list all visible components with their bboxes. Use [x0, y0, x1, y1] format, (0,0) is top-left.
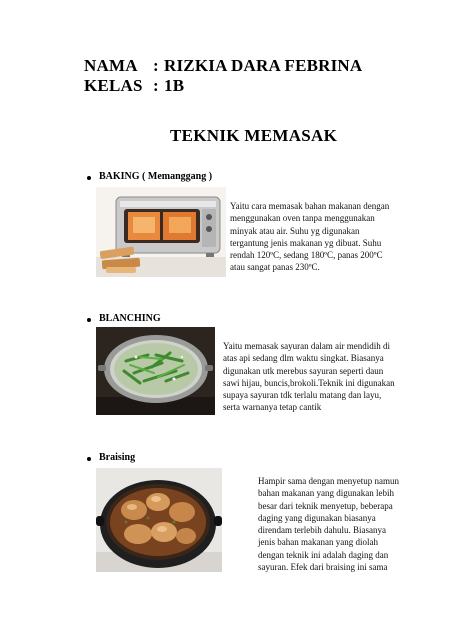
section-label-blanching: BLANCHING [99, 313, 161, 324]
text-line: jenis bahan makanan yang diolah [258, 537, 378, 548]
text-line: supaya sayuran tdk terlalu matang dan layu, [223, 390, 382, 401]
text-line: tergantung jenis makanan yg dibuat. Suhu [230, 237, 382, 248]
text-line: digunakan utk merebus sayuran seperti daun [223, 365, 384, 376]
paragraph-blanching [223, 340, 438, 414]
paragraph-braising [258, 475, 438, 573]
text-line: menggunakan oven tanpa menggunakan [230, 213, 375, 224]
nama-label: NAMA [84, 56, 138, 75]
text-line: direndam terlebih dahulu. Biasanya [258, 525, 386, 536]
text-line: bahan makanan yang digunakan lebih [258, 488, 394, 499]
section-label-braising: Braising [99, 452, 136, 463]
text-line: atas api sedang dlm waktu singkat. Biasanya [223, 353, 384, 364]
text-line: besar dari teknik menyetup, beberapa [258, 500, 393, 511]
text-line: serta warnanya tetap cantik [223, 402, 322, 413]
text-line: Yaitu cara memasak bahan makanan dengan [230, 201, 390, 211]
bullet-icon [87, 176, 91, 180]
nama-value: RIZKIA DARA FEBRINA [164, 56, 363, 75]
nama-separator: : [153, 56, 159, 75]
section-label-baking: BAKING ( Memanggang ) [99, 171, 213, 182]
text-line: Yaitu memasak sayuran dalam air mendidih di [223, 341, 391, 351]
text-line: sayuran. Efek dari braising ini sama [258, 562, 388, 573]
toaster-oven-photo [96, 187, 226, 277]
bullet-icon [87, 318, 91, 322]
bullet-icon [87, 457, 91, 461]
text-line: atau sangat panas 230ºC. [230, 262, 320, 273]
page-title: TEKNIK MEMASAK [170, 126, 338, 145]
text-line: rendah 120ºC, sedang 180ºC, panas 200ºC [230, 250, 383, 261]
kelas-separator: : [153, 76, 159, 95]
kelas-label: KELAS [84, 76, 143, 95]
braised-chicken-pot-photo [96, 468, 222, 572]
paragraph-baking [230, 200, 430, 274]
kelas-value: 1B [164, 76, 185, 95]
text-line: Hampir sama dengan menyetup namun [258, 476, 399, 486]
text-line: daging yang digunakan biasanya [258, 512, 376, 523]
text-line: sawi hijau, buncis,brokoli.Teknik ini digunakan [223, 377, 395, 388]
text-line: dengan teknik ini adalah daging dan [258, 549, 389, 560]
boiling-green-beans-photo [96, 327, 215, 415]
text-line: minyak atau air. Suhu yg digunakan [230, 225, 360, 236]
